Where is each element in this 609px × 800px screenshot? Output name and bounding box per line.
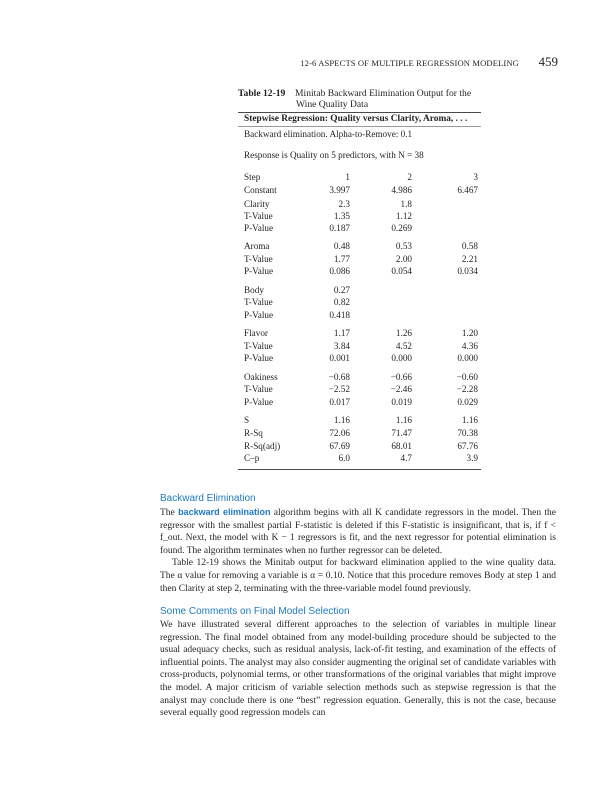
row-label: T-Value — [244, 297, 273, 307]
cell-value: 0.58 — [461, 241, 478, 251]
cell-value: 3.84 — [333, 341, 350, 351]
cell-value: 0.000 — [457, 353, 478, 363]
table-row — [244, 310, 484, 322]
output-header: Stepwise Regression: Quality versus Clarity, Aroma, . . . — [244, 114, 468, 124]
term-backward-elimination: backward elimination — [178, 507, 271, 517]
table-row — [244, 266, 484, 278]
cell-value: 1.20 — [461, 328, 478, 338]
row-label: Step — [244, 172, 261, 182]
cell-value: 3.997 — [329, 185, 350, 195]
row-label: R-Sq — [244, 428, 263, 438]
table-row — [244, 441, 484, 453]
cell-value: −0.68 — [328, 372, 350, 382]
caption-line-1: Minitab Backward Elimination Output for the — [295, 88, 472, 99]
section1-paragraph-2: Table 12-19 shows the Minitab output for backward elimination applied to the wine quality data. The α value for removing a variable is α = 0.10. Notice that this procedure removes Body at step 1 and then Clarity at step 2, terminating with the three-variable model found previously. — [160, 558, 556, 594]
row-label: C–p — [244, 453, 260, 463]
cell-value: 0.53 — [395, 241, 412, 251]
cell-value: 67.69 — [329, 441, 350, 451]
cell-value: 0.269 — [391, 223, 412, 233]
cell-value: 0.017 — [329, 397, 350, 407]
row-label: P-Value — [244, 266, 274, 276]
table-top-rule — [238, 112, 481, 113]
table-row — [244, 285, 484, 297]
section-heading-backward: Backward Elimination — [160, 493, 256, 504]
table-row — [244, 415, 484, 427]
row-label: T-Value — [244, 254, 273, 264]
row-label: T-Value — [244, 341, 273, 351]
table-row — [244, 297, 484, 309]
cell-value: 0.48 — [333, 241, 350, 251]
cell-value: 2.21 — [461, 254, 478, 264]
cell-value: −0.66 — [390, 372, 412, 382]
table-number: Table 12-19 — [238, 88, 286, 99]
section2-paragraph-1: We have illustrated several different approaches to the selection of variables in multiple linear regression. The final model obtained from any model-building procedure should be subjected to the usual adequacy checks, such as residual analysis, lack-of-fit testing, and examination of the effects of influential points. The analyst may also consider augmenting the original set of candidate variables with cross-products, polynomial terms, or other transformations of the original variables that might improve the model. A major criticism of variable selection methods such as stepwise regression is that the analyst may conclude there is one “best” regression equation. Generally, this is not the case, because several equally good regression models can — [160, 620, 556, 719]
cell-value: 1.16 — [461, 415, 478, 425]
cell-value: 6.467 — [457, 185, 478, 195]
cell-value: 0.418 — [329, 310, 350, 320]
cell-value: 1.26 — [395, 328, 412, 338]
cell-value: 0.054 — [391, 266, 412, 276]
table-row — [244, 397, 484, 409]
cell-value: 1.77 — [333, 254, 350, 264]
row-label: Constant — [244, 185, 277, 195]
table-row — [244, 172, 484, 184]
cell-value: −2.46 — [390, 384, 412, 394]
cell-value: 4.52 — [395, 341, 412, 351]
cell-value: 70.38 — [457, 428, 478, 438]
cell-value: 1 — [345, 172, 350, 182]
table-header-rule — [238, 126, 481, 127]
row-label: P-Value — [244, 310, 274, 320]
cell-value: 1.16 — [333, 415, 350, 425]
cell-value: −2.28 — [456, 384, 478, 394]
cell-value: 1.16 — [395, 415, 412, 425]
cell-value: 4.986 — [391, 185, 412, 195]
table-bottom-rule — [238, 469, 481, 470]
cell-value: 0.086 — [329, 266, 350, 276]
running-head-section: 12-6 ASPECTS OF MULTIPLE REGRESSION MODELING — [300, 58, 519, 68]
cell-value: 0.034 — [457, 266, 478, 276]
table-row — [244, 372, 484, 384]
cell-value: 0.019 — [391, 397, 412, 407]
section1-body — [160, 506, 556, 595]
table-row — [244, 254, 484, 266]
cell-value: 72.06 — [329, 428, 350, 438]
row-label: T-Value — [244, 211, 273, 221]
cell-value: 3 — [473, 172, 478, 182]
cell-value: 68.01 — [391, 441, 412, 451]
table-row — [244, 384, 484, 396]
row-label: Flavor — [244, 328, 268, 338]
row-label: P-Value — [244, 223, 274, 233]
table-row — [244, 199, 484, 211]
row-label: P-Value — [244, 353, 274, 363]
cell-value: −0.60 — [456, 372, 478, 382]
cell-value: 3.9 — [466, 453, 478, 463]
cell-value: 6.0 — [338, 453, 350, 463]
cell-value: −2.52 — [328, 384, 350, 394]
caption-line-2: Wine Quality Data — [296, 99, 369, 110]
table-row — [244, 453, 484, 465]
table-caption — [238, 88, 498, 110]
cell-value: 1.12 — [395, 211, 412, 221]
table-row — [244, 223, 484, 235]
cell-value: 0.82 — [333, 297, 350, 307]
cell-value: 4.7 — [400, 453, 412, 463]
row-label: P-Value — [244, 397, 274, 407]
table-row — [244, 185, 484, 197]
table-row — [244, 341, 484, 353]
cell-value: 71.47 — [391, 428, 412, 438]
cell-value: 0.001 — [329, 353, 350, 363]
cell-value: 1.35 — [333, 211, 350, 221]
output-response-line: Response is Quality on 5 predictors, with N = 38 — [244, 150, 424, 160]
table-row — [244, 428, 484, 440]
row-label: Oakiness — [244, 372, 278, 382]
cell-value: 0.27 — [333, 285, 350, 295]
cell-value: 67.76 — [457, 441, 478, 451]
cell-value: 1.17 — [333, 328, 350, 338]
section1-paragraph-1: The backward elimination algorithm begins with all K candidate regressors in the model. Then the regressor with the smallest partial F-statistic is deleted if this F-statistic is insignificant, that is, if f < f_out. Next, the model with K − 1 regressors is fit, and the next regressor for potential elimination is found. The algorithm terminates when no further regressor can be deleted. — [160, 507, 556, 556]
table-row — [244, 328, 484, 340]
table-row — [244, 211, 484, 223]
row-label: R-Sq(adj) — [244, 441, 281, 451]
row-label: Aroma — [244, 241, 270, 251]
page-number: 459 — [538, 54, 558, 69]
cell-value: 2.3 — [338, 199, 350, 209]
cell-value: 4.36 — [461, 341, 478, 351]
section2-body — [160, 619, 556, 720]
row-label: S — [244, 415, 250, 425]
row-label: Clarity — [244, 199, 270, 209]
cell-value: 0.029 — [457, 397, 478, 407]
cell-value: 2 — [407, 172, 412, 182]
cell-value: 0.000 — [391, 353, 412, 363]
cell-value: 1.8 — [400, 199, 412, 209]
row-label: Body — [244, 285, 264, 295]
section-heading-comments: Some Comments on Final Model Selection — [160, 606, 350, 617]
row-label: T-Value — [244, 384, 273, 394]
output-backward-line: Backward elimination. Alpha-to-Remove: 0.1 — [244, 129, 413, 139]
table-row — [244, 241, 484, 253]
table-row — [244, 353, 484, 365]
cell-value: 2.00 — [395, 254, 412, 264]
cell-value: 0.187 — [329, 223, 350, 233]
running-head — [0, 56, 609, 70]
